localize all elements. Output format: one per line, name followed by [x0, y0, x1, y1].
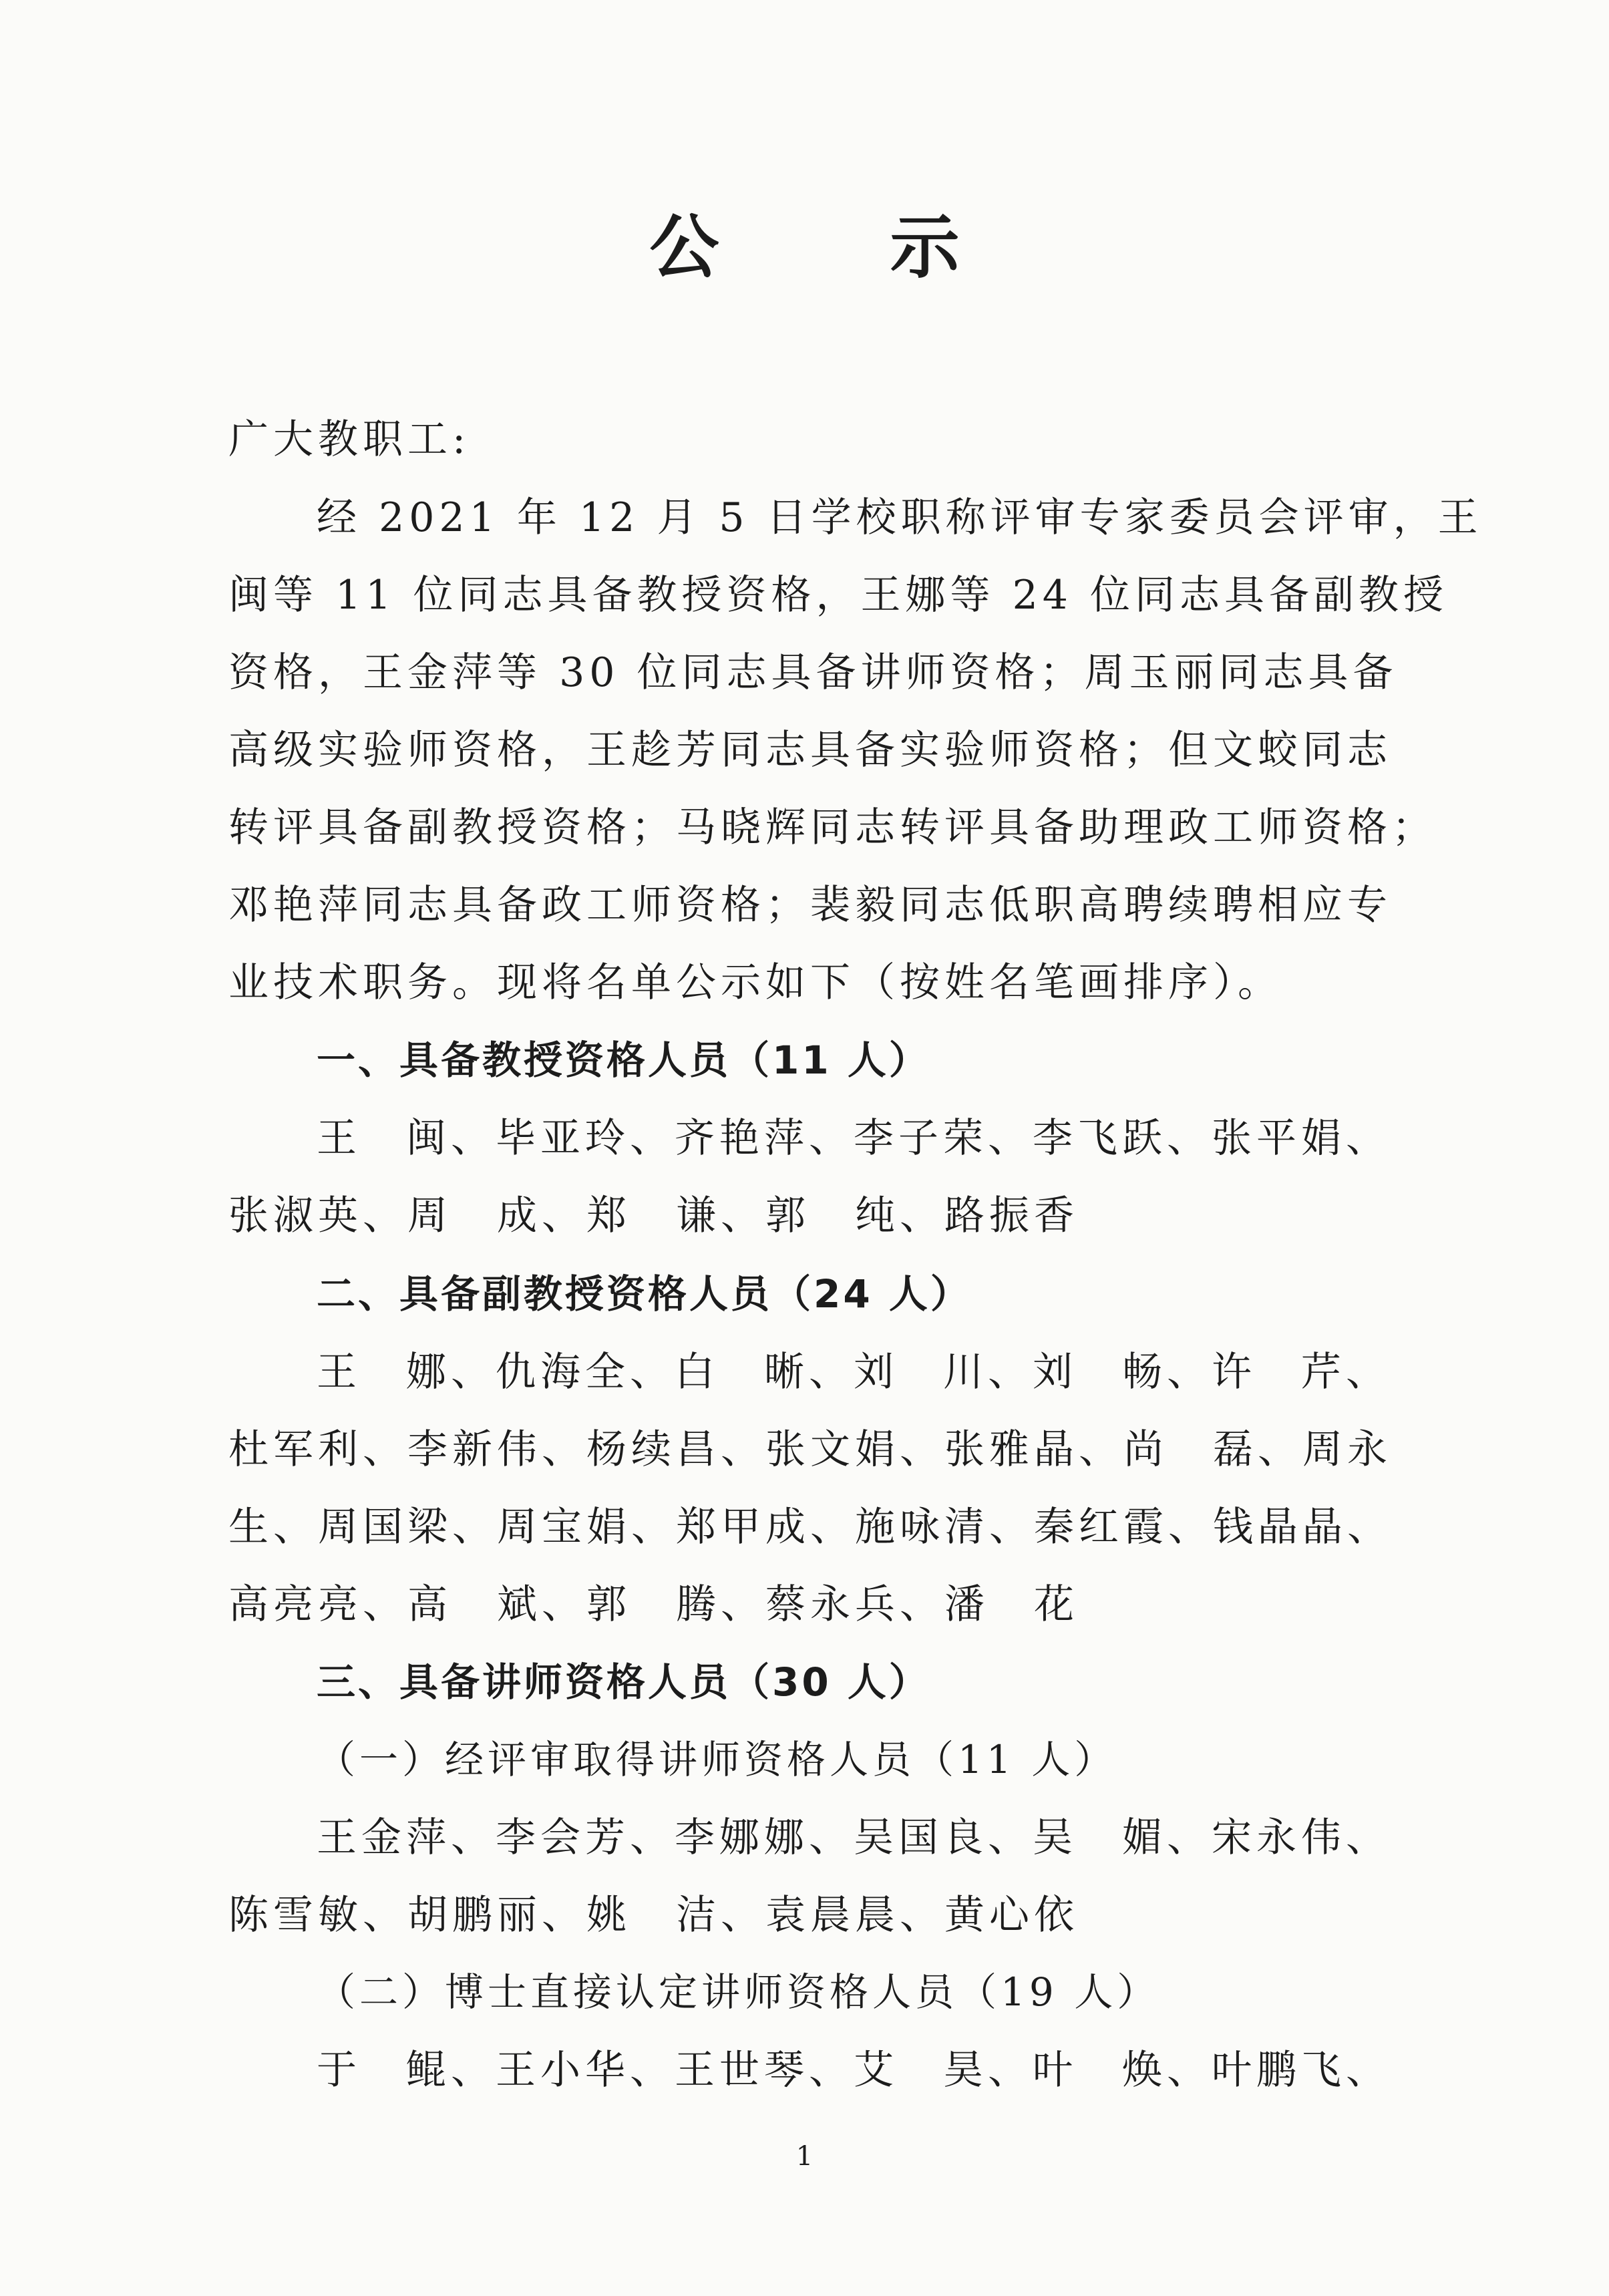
section-1-names-line-1: 王 闽、毕亚玲、齐艳萍、李子荣、李飞跃、张平娟、 — [317, 1115, 1391, 1162]
intro-line-2: 闽等 11 位同志具备教授资格，王娜等 24 位同志具备副教授 — [228, 572, 1448, 619]
intro-line-6: 邓艳萍同志具备政工师资格；裴毅同志低职高聘续聘相应专 — [228, 882, 1392, 929]
intro-line-5: 转评具备副教授资格；马晓辉同志转评具备助理政工师资格； — [228, 804, 1437, 851]
section-3-sub-2-heading: （二）博士直接认定讲师资格人员（19 人） — [317, 1969, 1160, 2015]
section-2-heading: 二、具备副教授资格人员（24 人） — [317, 1271, 972, 1317]
section-3-sub-1-names-line-2: 陈雪敏、胡鹏丽、姚 洁、袁晨晨、黄心依 — [228, 1892, 1079, 1939]
section-3-heading: 三、具备讲师资格人员（30 人） — [317, 1659, 930, 1705]
intro-line-7: 业技术职务。现将名单公示如下（按姓名笔画排序）。 — [228, 959, 1282, 1006]
section-2-names-line-2: 杜军利、李新伟、杨续昌、张文娟、张雅晶、尚 磊、周永 — [228, 1426, 1392, 1473]
intro-line-3: 资格，王金萍等 30 位同志具备讲师资格；周玉丽同志具备 — [228, 649, 1398, 696]
salutation: 广大教职工: — [228, 416, 471, 463]
section-3-sub-1-heading: （一）经评审取得讲师资格人员（11 人） — [317, 1737, 1117, 1782]
section-3-sub-1-names-line-1: 王金萍、李会芳、李娜娜、吴国良、吴 媚、宋永伟、 — [317, 1814, 1391, 1861]
document-title: 公 示 — [649, 206, 1033, 288]
section-2-names-line-3: 生、周国梁、周宝娟、郑甲成、施咏清、秦红霞、钱晶晶、 — [228, 1504, 1392, 1550]
section-2-names-line-4: 高亮亮、高 斌、郭 腾、蔡永兵、潘 花 — [228, 1581, 1079, 1628]
section-2-names-line-1: 王 娜、仇海全、白 晰、刘 川、刘 畅、许 芹、 — [317, 1349, 1391, 1396]
intro-line-4: 高级实验师资格，王趁芳同志具备实验师资格；但文蛟同志 — [228, 727, 1392, 774]
section-1-heading: 一、具备教授资格人员（11 人） — [317, 1037, 930, 1083]
page-number: 1 — [795, 2141, 814, 2172]
section-3-sub-2-names-line-1: 于 鲲、王小华、王世琴、艾 昊、叶 焕、叶鹏飞、 — [317, 2047, 1391, 2094]
section-1-names-line-2: 张淑英、周 成、郑 谦、郭 纯、路振香 — [228, 1192, 1079, 1239]
intro-line-1: 经 2021 年 12 月 5 日学校职称评审专家委员会评审，王 — [317, 494, 1483, 541]
